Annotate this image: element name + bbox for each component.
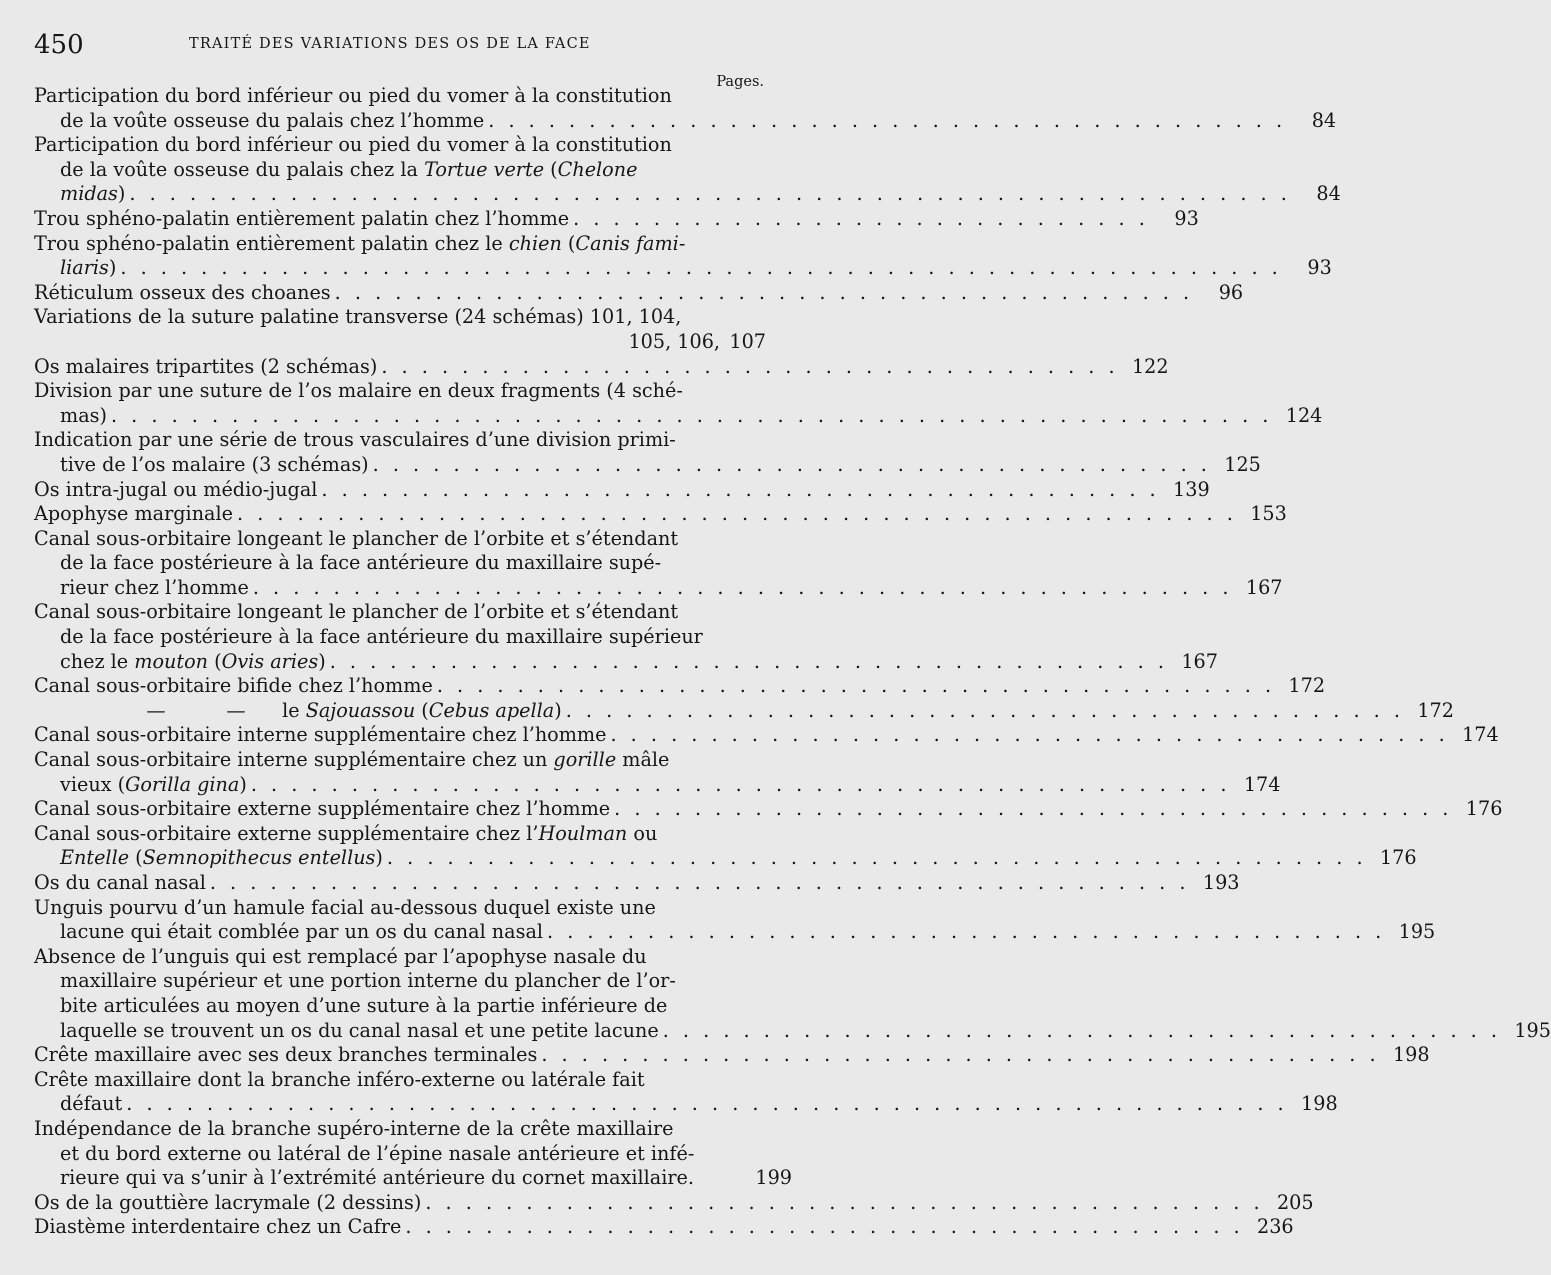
- toc-entry: [34, 723, 1499, 748]
- toc-entry: [34, 748, 1281, 797]
- entry-text: Canal sous-orbitaire externe supplémentaire chez l’Houlman ou: [34, 821, 658, 845]
- entry-text: Canal sous-orbitaire externe supplémentaire chez l’homme: [34, 797, 611, 821]
- entry-text: laquelle se trouvent un os du canal nasal et une petite lacune: [60, 1018, 659, 1042]
- entry-text: midas): [60, 182, 126, 206]
- toc-entry: [34, 305, 766, 354]
- entry-page-number: 167: [1245, 575, 1283, 599]
- dot-leader: . . . . . . . . . . . . . . . . . . . . . . . . . . . . . . . . . . . . . . . . . . .: [334, 280, 1194, 304]
- entry-text: Division par une suture de l’os malaire en deux fragments (4 sché-: [34, 379, 683, 403]
- entry-page-number: 195: [1398, 920, 1436, 944]
- dot-leader: . . . . . . . . . . . . . . . . . . . . . . . . . . . . . . . . . . . . . . . . . . . . . . . . . .: [237, 502, 1237, 526]
- toc-entry: [34, 797, 1503, 822]
- toc-entry: [34, 674, 1326, 699]
- entry-page-number: 205: [1276, 1190, 1314, 1214]
- dot-leader: . . . . . . . . . . . . . . . . . . . . . . . . . . . . . . . . . . . . . . . . . .: [614, 797, 1453, 821]
- toc-entry: [34, 280, 1244, 306]
- dot-leader: . . . . . . . . . . . . . . . . . . . . . . . . . . . . . . . . . . . . . . . . . .: [610, 723, 1449, 747]
- toc-entry: [34, 428, 1261, 477]
- entry-text: Canal sous-orbitaire longeant le plancher de l’orbite et s’étendant: [34, 600, 679, 624]
- dot-leader: . . . . . . . . . . . . . . . . . . . . . . . . . . . . . . . . . . . . . . . . . .: [372, 452, 1211, 476]
- entry-page-number: 125: [1224, 452, 1261, 476]
- dot-leader: . . . . . . . . . . . . . . . . . . . . . . . . . . . . . . . . . . . . . . . . . .: [541, 1043, 1380, 1067]
- entry-text: bite articulées au moyen d’une suture à la partie inférieure de: [60, 993, 668, 1017]
- dot-leader: . . . . . . . . . . . . . . . . . . . . . . . . . . . . . . . . . . . . . . . . . .: [436, 674, 1276, 698]
- dot-leader: . . . . . . . . . . . . . . . . . . . . . . . . . . . . . . . . . . . . . . . . . . . . . . . . . . . . . . . . . .: [129, 182, 1291, 206]
- entry-text: Os de la gouttière lacrymale (2 dessins): [34, 1190, 422, 1214]
- entry-page-number: 193: [1202, 871, 1240, 894]
- entry-page-number: 195: [1514, 1018, 1551, 1042]
- toc-entry: [34, 895, 1436, 945]
- entry-text: Entelle (Semnopithecus entellus): [60, 846, 383, 870]
- entry-text: de la voûte osseuse du palais chez la Tortue verte (Chelone: [60, 157, 638, 181]
- dot-leader: . . . . . . . . . . . . . . . . . . . . . . . . . . . . . . . . . . . . . . . . . .: [329, 649, 1168, 673]
- toc-entry: [34, 84, 1337, 133]
- entry-page-number: 167: [1181, 649, 1218, 673]
- entry-page-number: 93: [1174, 206, 1199, 230]
- toc-entry: [34, 354, 1169, 380]
- entry-text: Indication par une série de trous vasculaires d’une division primi-: [34, 428, 676, 452]
- entry-text: Participation du bord inférieur ou pied du vomer à la constitution: [34, 84, 672, 107]
- entry-text: 105, 106,: [628, 329, 720, 353]
- entry-text: Crête maxillaire dont la branche inféro-externe ou latérale fait: [34, 1067, 645, 1091]
- dot-leader: . . . . . . . . . . . . . . . . . . . . . . . . . . . . . . . . . . . . . . . . . .: [321, 477, 1160, 501]
- toc-entry: [34, 944, 1551, 1043]
- entry-text: Trou sphéno-palatin entièrement palatin chez le chien (Canis fami-: [34, 231, 686, 255]
- entry-text: Crête maxillaire avec ses deux branches terminales: [34, 1043, 538, 1067]
- entry-page-number: 176: [1465, 797, 1503, 821]
- entry-text: vieux (Gorilla gina): [60, 772, 247, 796]
- entry-text: maxillaire supérieur et une portion interne du plancher de l’or-: [60, 969, 676, 993]
- toc-entry: [34, 231, 1332, 281]
- toc-entry: [34, 379, 1323, 428]
- entry-text: rieure qui va s’unir à l’extrémité antérieure du cornet maxillaire.: [60, 1166, 694, 1190]
- entry-page-number: 124: [1285, 403, 1323, 427]
- entry-text: chez le mouton (Ovis aries): [60, 649, 326, 673]
- entry-page-number: 172: [1288, 674, 1326, 698]
- dot-leader: . . . . . . . . . . . . . . . . . . . . . . . . . . . . . . . . . . . . . . . . . . . . . . . . .: [209, 871, 1190, 894]
- toc-entry: [34, 1215, 1294, 1240]
- dot-leader: . . . . . . . . . . . . . . . . . . . . . . . . . . . . . . . . . . . . . . . . . . . . . . . . . . . . . . . . . .: [126, 1092, 1288, 1116]
- entry-page-number: 198: [1392, 1043, 1430, 1067]
- entry-text: Unguis pourvu d’un hamule facial au-dessous duquel existe une: [34, 895, 656, 919]
- dot-leader: . . . . . . . . . . . . . . . . . . . . . . . . . . . . . . . . . . . . . . . . . .: [425, 1190, 1264, 1214]
- pages-column-label: Pages.: [716, 74, 764, 90]
- entry-text: Variations de la suture palatine transverse (24 schémas) 101, 104,: [34, 305, 682, 329]
- ditto-mark: —: [146, 698, 166, 722]
- entry-text: de la face postérieure à la face antérieure du maxillaire supé-: [60, 551, 662, 575]
- dot-leader: . . . . . . . . . . . . . . . . . . . . . . . . . . . . . . . . . . . . .: [381, 354, 1119, 378]
- toc-entry: [34, 1116, 792, 1191]
- entry-page-number: 174: [1243, 772, 1281, 796]
- dot-leader: . . . . . . . . . . . . . . . . . . . . . . . . . . . . . . . . . . . . . . . . . . . . . . . . . . . . . . . . . .: [110, 403, 1273, 427]
- entry-page-number: 236: [1257, 1215, 1294, 1239]
- toc-entry: [34, 133, 1341, 207]
- page-header: [34, 30, 774, 60]
- toc-entry: [34, 1067, 1338, 1117]
- entry-text: défaut: [60, 1092, 123, 1116]
- toc-entry: [34, 1190, 1314, 1216]
- entry-page-number: 172: [1417, 698, 1454, 722]
- entry-page-number: 153: [1250, 502, 1287, 526]
- entry-text: Os intra-jugal ou médio-jugal: [34, 477, 318, 501]
- entry-text: et du bord externe ou latéral de l’épine nasale antérieure et infé-: [60, 1141, 695, 1165]
- page-number: 450: [34, 30, 84, 60]
- entry-text: tive de l’os malaire (3 schémas): [60, 452, 369, 476]
- toc-entry: [34, 600, 1218, 674]
- entry-page-number: 198: [1301, 1092, 1338, 1116]
- entry-page-number: 93: [1307, 256, 1332, 280]
- entry-text: Canal sous-orbitaire longeant le plancher de l’orbite et s’étendant: [34, 526, 679, 550]
- dot-leader: . . . . . . . . . . . . . . . . . . . . . . . . . . . . . . . . . . . . . . . . . . . . . . . . .: [386, 846, 1367, 870]
- toc-entry: [34, 477, 1210, 503]
- dot-leader: . . . . . . . . . . . . . . . . . . . . . . . . . . . . . . . . . . . . . . . . . .: [565, 698, 1404, 722]
- dot-leader: . . . . . . . . . . . . . . . . . . . . . . . . . . . . . . . . . . . . . . . . . .: [662, 1018, 1501, 1042]
- dot-leader: [694, 1166, 746, 1191]
- entry-page-number: 84: [1311, 108, 1337, 132]
- toc-entry: [34, 821, 1417, 871]
- entry-text: de la voûte osseuse du palais chez l’homme: [60, 108, 485, 132]
- entry-page-number: 199: [755, 1166, 792, 1190]
- entry-text: — — le Sajouassou (Cebus apella): [116, 699, 562, 724]
- toc-entry: [34, 502, 1287, 527]
- entry-page-number: 176: [1379, 846, 1417, 870]
- entry-text: Canal sous-orbitaire interne supplémentaire chez l’homme: [34, 723, 607, 747]
- entry-text: Canal sous-orbitaire interne supplémentaire chez un gorille mâle: [34, 748, 670, 772]
- entry-text: lacune qui était comblée par un os du canal nasal: [60, 920, 544, 944]
- entry-page-number: 174: [1462, 723, 1499, 747]
- entry-page-number: 84: [1316, 182, 1341, 206]
- running-title: TRAITÉ DES VARIATIONS DES OS DE LA FACE: [189, 36, 591, 52]
- table-of-contents: [34, 84, 1551, 1240]
- entry-page-number: 96: [1218, 280, 1244, 304]
- entry-text: Diastème interdentaire chez un Cafre: [34, 1215, 402, 1239]
- entry-text: Absence de l’unguis qui est remplacé par l’apophyse nasale du: [34, 944, 647, 968]
- entry-text: Apophyse marginale: [34, 502, 233, 526]
- entry-text: Participation du bord inférieur ou pied du vomer à la constitution: [34, 133, 672, 157]
- entry-text: Réticulum osseux des choanes: [34, 280, 331, 304]
- ditto-mark: —: [226, 698, 246, 722]
- entry-text: Os malaires tripartites (2 schémas): [34, 354, 378, 378]
- toc-entry: [34, 1043, 1430, 1068]
- dot-leader: . . . . . . . . . . . . . . . . . . . . . . . . . . . . . . . . . . . . . . . . . .: [405, 1215, 1244, 1239]
- dot-leader: . . . . . . . . . . . . . . . . . . . . . . . . . . . . . . . . . . . . . . . . . . . . . . . . .: [250, 772, 1231, 796]
- entry-page-number: 107: [729, 329, 766, 353]
- entry-text: Canal sous-orbitaire bifide chez l’homme: [34, 674, 433, 698]
- dot-leader: . . . . . . . . . . . . . . . . . . . . . . . . . . . . . . . . . . . . . . . . . .: [547, 920, 1386, 944]
- entry-text: liaris): [60, 256, 117, 280]
- entry-text: Trou sphéno-palatin entièrement palatin chez l’homme: [34, 206, 570, 230]
- entry-text: rieur chez l’homme: [60, 575, 249, 599]
- entry-text: Os du canal nasal: [34, 871, 206, 894]
- dot-leader: . . . . . . . . . . . . . . . . . . . . . . . . . . . . . . . . . . . . . . . . . . . . . . . . . . . . . . . . . .: [120, 256, 1282, 280]
- dot-leader: . . . . . . . . . . . . . . . . . . . . . . . . . . . . .: [573, 206, 1149, 230]
- toc-entry: [34, 698, 1454, 724]
- dot-leader: . . . . . . . . . . . . . . . . . . . . . . . . . . . . . . . . . . . . . . . . . . . . . . . . .: [252, 575, 1233, 599]
- entry-page-number: 139: [1173, 477, 1210, 501]
- entry-page-number: 122: [1131, 354, 1169, 378]
- entry-text: mas): [60, 403, 107, 427]
- toc-entry: [34, 526, 1283, 601]
- entry-text: Indépendance de la branche supéro-interne de la crête maxillaire: [34, 1116, 674, 1140]
- dot-leader: . . . . . . . . . . . . . . . . . . . . . . . . . . . . . . . . . . . . . . . .: [488, 108, 1287, 132]
- entry-text: de la face postérieure à la face antérieure du maxillaire supérieur: [60, 625, 703, 649]
- toc-entry: [34, 871, 1240, 896]
- toc-entry: [34, 206, 1199, 232]
